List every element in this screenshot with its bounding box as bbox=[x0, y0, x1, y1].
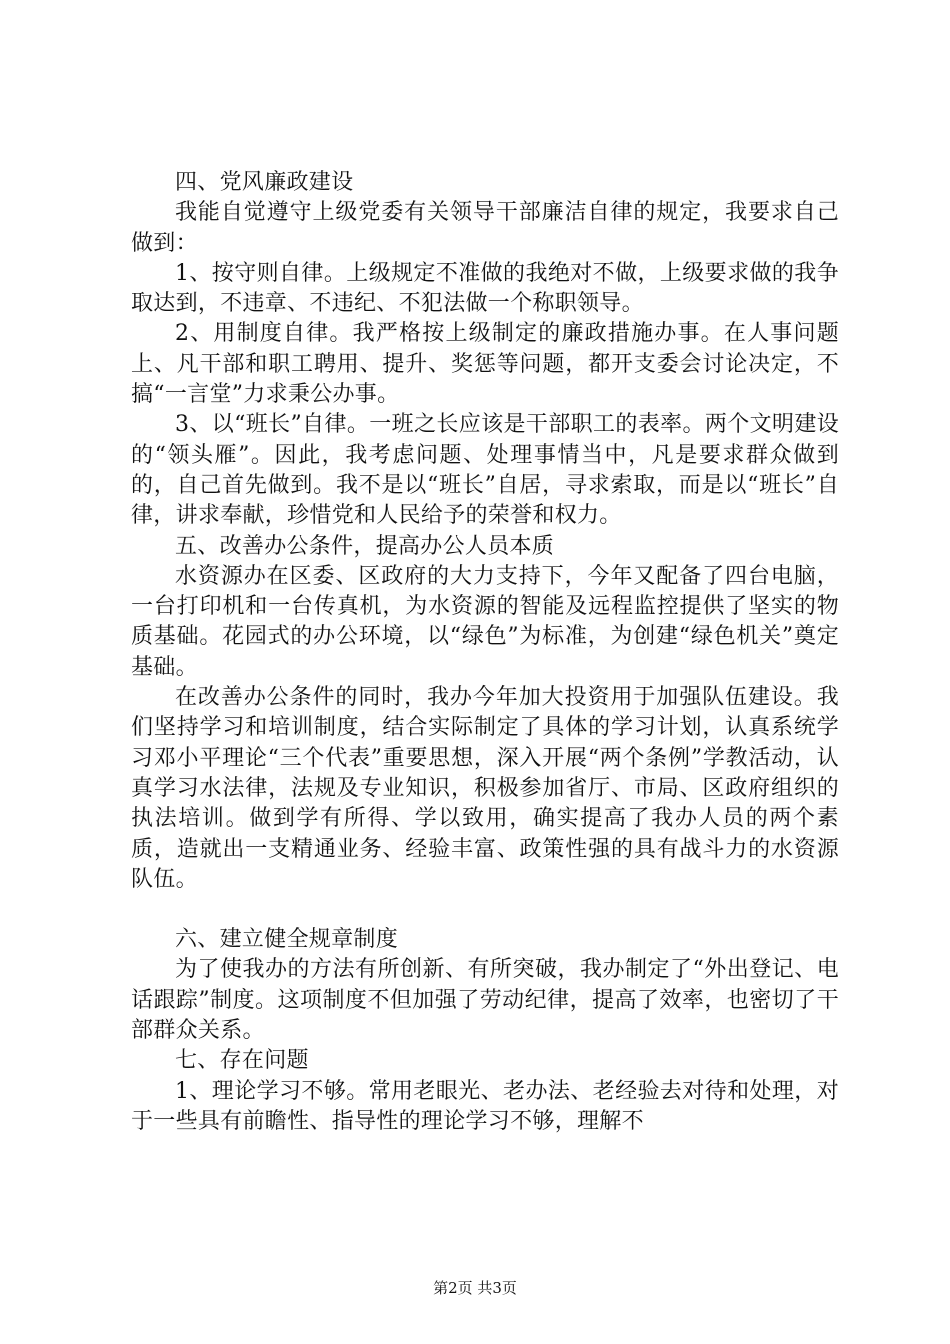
paragraph: 2、用制度自律。我严格按上级制定的廉政措施办事。在人事问题上、凡干部和职工聘用、提升、奖惩等问题，都开支委会讨论决定，不搞“一言堂”力求秉公办事。 bbox=[131, 321, 839, 408]
paragraph: 1、按守则自律。上级规定不准做的我绝对不做，上级要求做的我争取达到，不违章、不违纪、不犯法做一个称职领导。 bbox=[131, 260, 839, 317]
section-heading-6: 六、建立健全规章制度 bbox=[175, 927, 399, 953]
section-heading-4: 四、党风廉政建设 bbox=[175, 170, 354, 195]
paragraph: 为了使我办的方法有所创新、有所突破，我办制定了“外出登记、电话跟踪”制度。这项制度不但加强了劳动纪律，提高了效率，也密切了干部群众关系。 bbox=[131, 957, 839, 1044]
paragraph-gap bbox=[131, 895, 839, 925]
section-heading-5: 五、改善办公条件，提高办公人员本质 bbox=[175, 533, 555, 559]
paragraph: 3、以“班长”自律。一班之长应该是干部职工的表率。两个文明建设的“领头雁”。因此，我考虑问题、处理事情当中，凡是要求群众做到的，自己首先做到。我不是以“班长”自居，寻求索取，而是以“班长”自律，讲求奉献，珍惜党和人民给予的荣誉和权力。 bbox=[131, 412, 839, 529]
paragraph: 1、理论学习不够。常用老眼光、老办法、老经验去对待和处理，对于一些具有前瞻性、指导性的理论学习不够，理解不 bbox=[131, 1078, 839, 1134]
paragraph: 我能自觉遵守上级党委有关领导干部廉洁自律的规定，我要求自己做到： bbox=[131, 200, 839, 256]
page-footer: 第2页 共3页 bbox=[433, 1279, 517, 1297]
paragraph: 水资源办在区委、区政府的大力支持下，今年又配备了四台电脑，一台打印机和一台传真机，为水资源的智能及远程监控提供了坚实的物质基础。花园式的办公环境，以“绿色”为标准，为创建“绿色机关”奠定基础。 bbox=[131, 563, 839, 680]
paragraph: 在改善办公条件的同时，我办今年加大投资用于加强队伍建设。我们坚持学习和培训制度，结合实际制定了具体的学习计划，认真系统学习邓小平理论“三个代表”重要思想，深入开展“两个条例”学教活动，认真学习水法律，法规及专业知识，积极参加省厅、市局、区政府组织的执法培训。做到学有所得、学以致用，确实提高了我办人员的两个素质，造就出一支精通业务、经验丰富、政策性强的具有战斗力的水资源队伍。 bbox=[131, 685, 839, 892]
document-body bbox=[131, 168, 839, 1137]
section-heading-7: 七、存在问题 bbox=[175, 1048, 309, 1074]
